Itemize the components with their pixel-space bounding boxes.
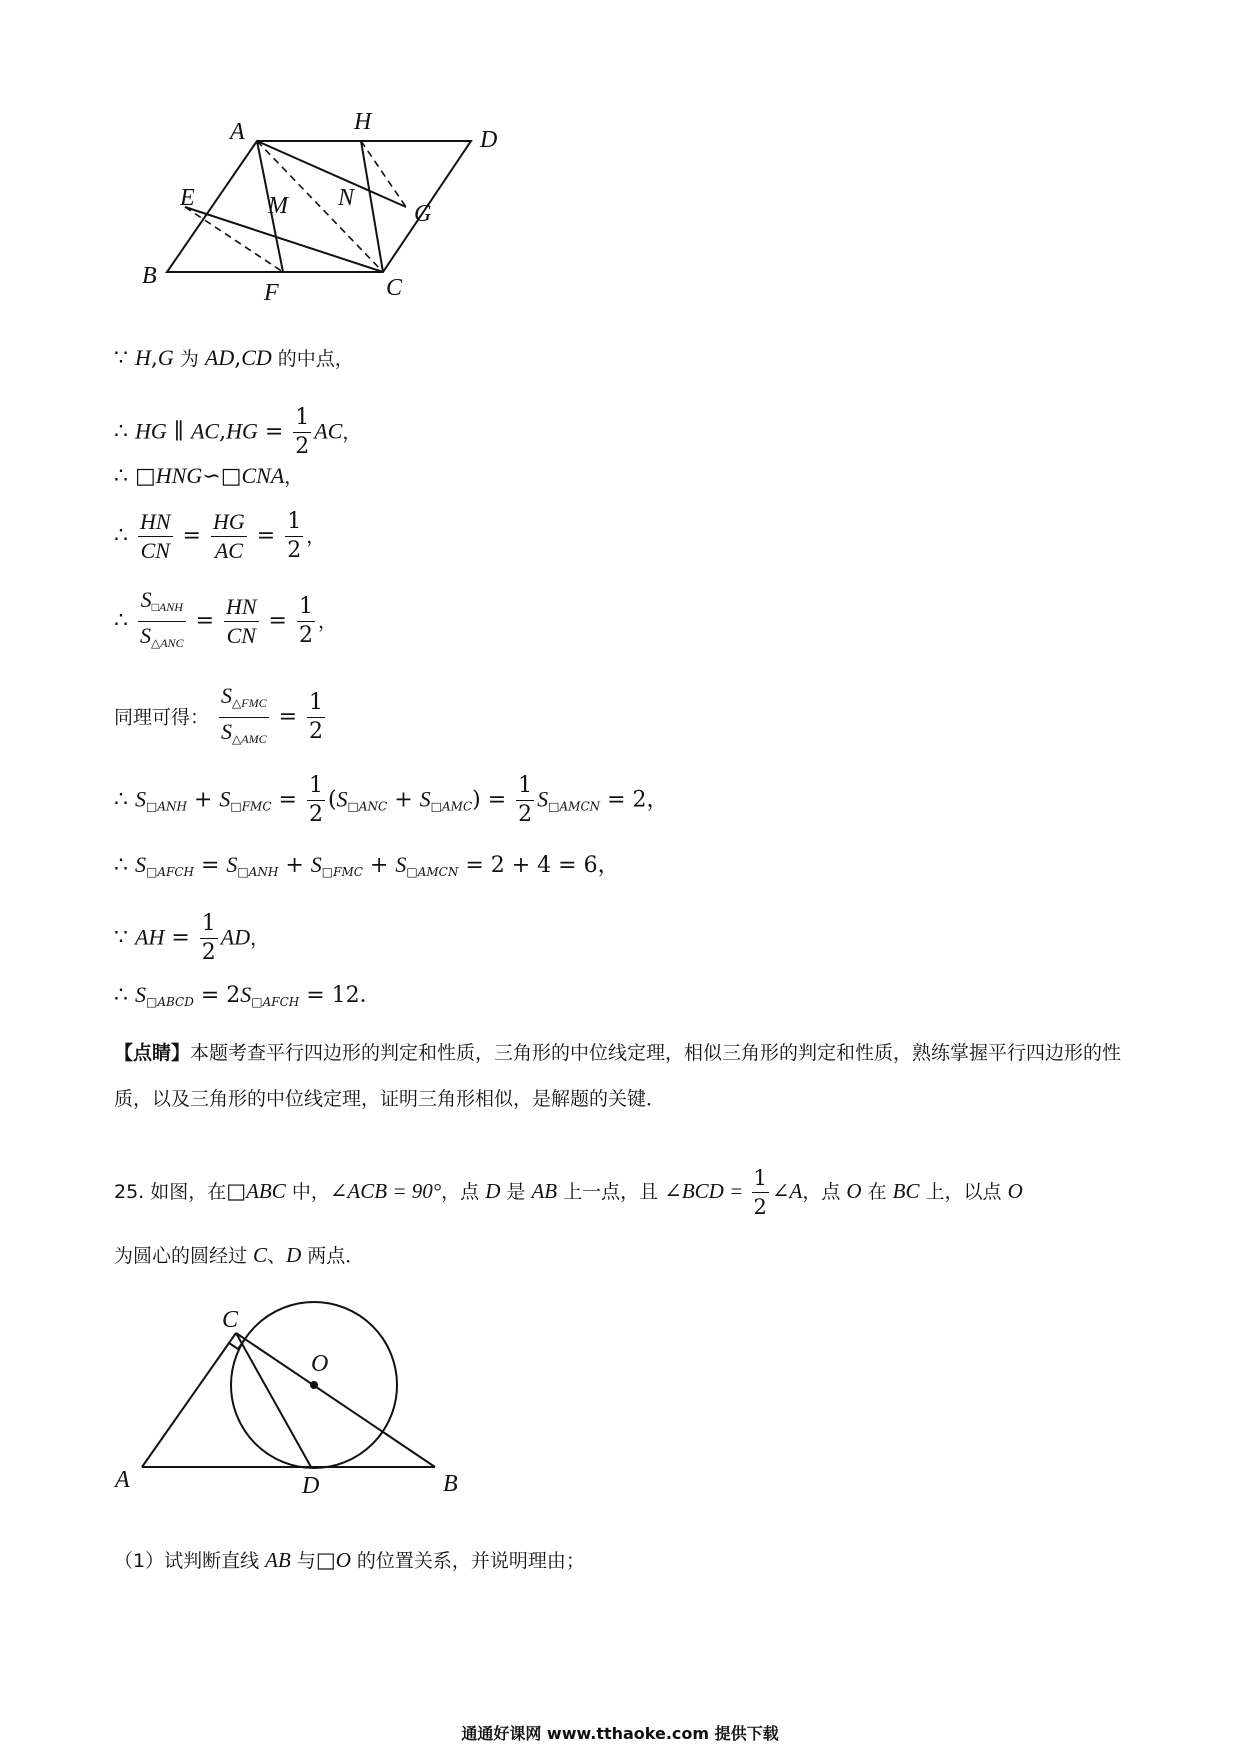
therefore-symbol: ∴ [114, 523, 128, 549]
math-op: = [271, 704, 304, 730]
area-s: S [226, 852, 238, 877]
subscript: □ABCD [146, 995, 194, 1009]
numerator: 1 [297, 593, 315, 622]
label-b: B [443, 1471, 458, 1497]
subscript: □AMCN [548, 799, 601, 814]
math-op: + [362, 853, 396, 878]
paren: ) [472, 787, 481, 813]
subscript: □ANH [151, 600, 183, 614]
therefore-symbol: ∴ [114, 608, 128, 634]
label-b: B [142, 263, 157, 289]
subscript: △ANC [151, 636, 184, 650]
math-var: AH [135, 924, 165, 950]
numerator: 1 [516, 772, 534, 801]
text: 在 [861, 1181, 893, 1203]
area-s: S [419, 786, 431, 812]
numerator [219, 682, 269, 718]
math-var: AB [265, 1548, 291, 1572]
math-op: ∥ [166, 419, 191, 445]
therefore-symbol: ∴ [114, 464, 128, 489]
math-op: + [278, 853, 311, 878]
text: 为圆心的圆经过 [114, 1245, 254, 1267]
step-line-6 [114, 682, 328, 753]
math-var: D [485, 1179, 501, 1203]
step-line-9 [114, 910, 269, 967]
math-var: CD [241, 345, 272, 370]
subscript: □ANC [347, 799, 388, 814]
math-var: AD [204, 345, 235, 370]
fraction [752, 1164, 769, 1221]
text: 上一点，且 [557, 1181, 665, 1203]
numerator: HN [224, 593, 259, 622]
therefore-symbol: ∴ [114, 983, 128, 1008]
because-symbol: ∵ [114, 346, 128, 371]
denominator: 2 [295, 434, 310, 459]
text: 与 [290, 1550, 316, 1572]
text: 同理可得： [114, 706, 210, 729]
punct: ， [317, 610, 337, 633]
subscript: □AMC [430, 799, 473, 814]
math-op: + [387, 787, 420, 813]
math-var: O [846, 1179, 862, 1203]
numerator [138, 586, 186, 622]
label-o: O [311, 1351, 329, 1377]
area-s: S [140, 623, 151, 648]
fraction [293, 404, 311, 461]
punct: , [150, 346, 158, 371]
triangle-glyph: □ [220, 464, 242, 489]
denominator: CN [140, 538, 170, 563]
area-s: S [240, 982, 252, 1007]
label-a: A [230, 119, 245, 145]
denominator: 2 [287, 538, 302, 563]
label-e: E [180, 185, 195, 211]
punct: , [234, 346, 242, 371]
problem-25-line-2 [114, 1240, 364, 1271]
label-c: C [222, 1307, 239, 1333]
math-var: BC [892, 1179, 920, 1203]
punct: ， [250, 927, 270, 950]
math-var: AC [190, 418, 220, 444]
denominator: CN [226, 623, 256, 648]
fraction [285, 508, 303, 565]
step-line-5 [114, 586, 337, 657]
math-expr: ∠A [771, 1179, 803, 1203]
label-m: M [268, 193, 288, 219]
denominator: 2 [309, 719, 323, 744]
math-op: = [249, 523, 283, 549]
step-line-10 [114, 980, 382, 1017]
step-line-2 [114, 404, 361, 461]
math-var: HNG [155, 463, 203, 488]
denominator: AC [214, 538, 243, 563]
fraction [516, 772, 534, 829]
segment-ac [142, 1333, 236, 1467]
text: 25. 如图，在 [114, 1181, 227, 1203]
therefore-symbol: ∴ [114, 853, 128, 878]
numerator: 1 [285, 508, 303, 537]
label-n: N [338, 185, 355, 211]
denominator [138, 622, 186, 657]
area-s: S [135, 982, 146, 1007]
math-var: O [1007, 1179, 1023, 1203]
text: 中， [285, 1181, 330, 1203]
area-s: S [135, 786, 146, 812]
math-var: AB [531, 1179, 558, 1203]
fraction [307, 772, 325, 829]
segment-cd [236, 1333, 311, 1467]
math-result: = 12． [299, 983, 382, 1008]
area-s: S [140, 587, 152, 612]
math-var: H [135, 345, 151, 370]
because-symbol: ∵ [114, 925, 128, 951]
label-d: D [302, 1473, 320, 1499]
label-c: C [386, 275, 403, 301]
numerator: 1 [293, 404, 311, 433]
label-g: G [414, 201, 432, 227]
denominator [219, 718, 269, 753]
fraction [138, 586, 186, 657]
math-var: AC [314, 418, 343, 444]
subscript: □FMC [230, 799, 272, 814]
circle-triangle-figure [105, 1295, 485, 1510]
math-op: = [271, 787, 304, 813]
punct: , [219, 419, 227, 445]
question-1 [114, 1545, 585, 1576]
math-expr: ∠ACB = 90° [329, 1179, 442, 1203]
comment-text: 本题考查平行四边形的判定和性质，三角形的中位线定理，相似三角形的判定和性质，熟练掌握平行四边形的性质，以及三角形的中位线定理，证明三角形相似，是解题的关键． [114, 1042, 1122, 1110]
denominator: 2 [201, 940, 216, 965]
fraction [219, 682, 269, 753]
text: （1）试判断直线 [114, 1550, 266, 1572]
label-d: D [480, 127, 498, 153]
punct: ， [284, 466, 304, 488]
math-var: HG [135, 418, 167, 444]
math-var: AD [220, 924, 251, 950]
math-expr: ∠BCD = [664, 1179, 749, 1203]
triangle-glyph: □ [226, 1179, 247, 1203]
numerator: 1 [307, 689, 325, 718]
math-var: C [253, 1243, 268, 1267]
segment-hc [361, 141, 383, 272]
fraction [297, 593, 315, 650]
area-s: S [221, 683, 233, 708]
page-footer: 通通好课网 www.tthaoke.com 提供下载 [461, 1724, 779, 1743]
text: 的中点， [271, 348, 354, 370]
area-s: S [537, 786, 549, 812]
segment-cb [236, 1333, 435, 1467]
numerator: 1 [200, 910, 218, 939]
fraction [307, 689, 325, 746]
subscript: △FMC [232, 696, 267, 710]
text: ，点 [441, 1181, 486, 1203]
fraction [200, 910, 218, 967]
denominator: 2 [753, 1195, 767, 1219]
math-op: = [188, 608, 221, 634]
problem-25-line-1 [114, 1164, 1023, 1221]
numerator: 1 [752, 1164, 769, 1193]
math-op: = [164, 925, 197, 951]
area-s: S [221, 719, 233, 744]
label-a: A [115, 1467, 130, 1493]
fraction [224, 593, 259, 650]
math-op: = [257, 419, 291, 445]
label-h: H [354, 109, 372, 135]
math-op: = [480, 787, 514, 813]
area-s: S [336, 786, 348, 812]
fraction [211, 508, 247, 565]
math-op: = [193, 853, 227, 878]
fraction [138, 508, 173, 565]
math-op: + [186, 787, 220, 813]
center-point [310, 1381, 318, 1389]
text: 、 [267, 1245, 287, 1267]
punct: ， [342, 421, 362, 444]
text: ，点 [802, 1181, 847, 1203]
subscript: □ANH [237, 865, 279, 879]
area-s: S [395, 852, 407, 877]
subscript: □FMC [321, 865, 363, 879]
text: 是 [500, 1181, 532, 1203]
subscript: □ANH [146, 799, 187, 814]
text: 两点． [301, 1245, 365, 1267]
circle-glyph: □ [315, 1548, 336, 1572]
therefore-symbol: ∴ [114, 787, 128, 813]
parallelogram-figure [130, 105, 530, 305]
text: 上，以点 [919, 1181, 1008, 1203]
denominator: 2 [298, 623, 313, 648]
area-s: S [310, 852, 322, 877]
subscript: □AFCH [251, 995, 300, 1009]
text: 的位置关系，并说明理由； [350, 1550, 585, 1572]
area-s: S [219, 786, 231, 812]
comment-paragraph [114, 1030, 1124, 1122]
math-var: CNA [241, 463, 285, 488]
math-var: HG [226, 418, 258, 444]
subscript: □AMCN [406, 865, 459, 879]
numerator: HN [138, 508, 173, 537]
math-var: O [335, 1548, 351, 1572]
step-line-8 [114, 850, 620, 887]
triangle-glyph: □ [135, 464, 156, 489]
math-var: ABC [246, 1179, 286, 1203]
text: 为 [173, 348, 205, 370]
step-line-3 [114, 461, 303, 492]
numerator: HG [211, 508, 247, 537]
math-var: G [157, 345, 174, 370]
math-op: = 2 [193, 983, 241, 1008]
step-line-7 [114, 772, 669, 829]
label-f: F [264, 280, 279, 305]
similar-symbol: ∽ [202, 464, 221, 489]
step-line-1 [114, 343, 354, 374]
subscript: □AFCH [146, 865, 194, 879]
math-var: D [286, 1243, 302, 1267]
math-result: = 2 + 4 = 6， [458, 853, 620, 878]
punct: ， [306, 525, 326, 548]
paren: ( [327, 787, 337, 813]
therefore-symbol: ∴ [114, 419, 128, 445]
comment-tag: 【点睛】 [114, 1042, 191, 1064]
denominator: 2 [518, 802, 533, 827]
math-op: = [261, 608, 294, 634]
math-result: = 2， [600, 787, 669, 813]
step-line-4 [114, 508, 325, 565]
math-op: = [175, 523, 208, 549]
numerator: 1 [307, 772, 325, 801]
subscript: △AMC [232, 732, 267, 746]
denominator: 2 [308, 802, 323, 827]
area-s: S [135, 852, 146, 877]
